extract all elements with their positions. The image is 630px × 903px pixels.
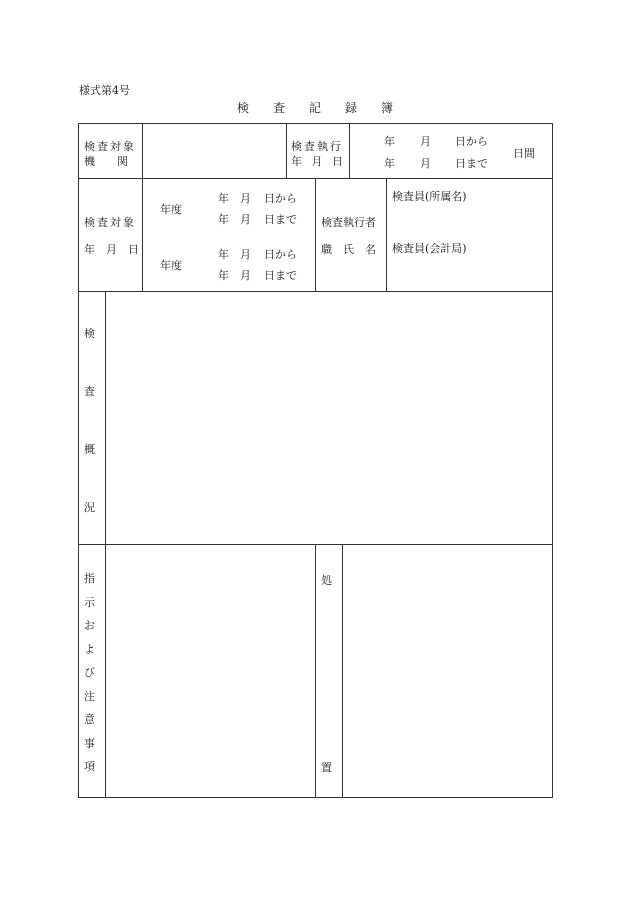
target-agency-label-bottom: 機 関 (84, 155, 128, 168)
disposition-label-char-2: 置 (321, 761, 332, 774)
target-date-label-top: 検査対象 (84, 216, 136, 229)
target-agency-field[interactable] (143, 124, 286, 178)
row2-divider-c (386, 178, 387, 292)
instructions-label-char-6: 注 (84, 690, 95, 703)
exec-date-label-top: 検査執行 (291, 140, 343, 153)
period-2-from-day: 日から (264, 248, 297, 261)
form-number: 様式第4号 (79, 84, 130, 97)
days-label: 日間 (513, 147, 535, 160)
period-1-fiscal: 年度 (160, 203, 182, 216)
instructions-label-char-7: 意 (84, 713, 95, 726)
period-2-to-month: 月 (240, 269, 251, 282)
overview-label-char-3: 概 (84, 443, 95, 456)
period-1-from-month: 月 (240, 192, 251, 205)
instructions-label-char-1: 指 (84, 572, 95, 585)
instructions-label-char-4: よ (84, 643, 95, 656)
instructions-field[interactable] (106, 545, 315, 797)
period-2-from-year: 年 (218, 248, 229, 261)
exec-from-day: 日から (455, 135, 488, 148)
period-1-to-day: 日まで (264, 213, 297, 226)
border-left (78, 123, 79, 798)
row1-divider-c (349, 123, 350, 179)
period-1-to-year: 年 (218, 213, 229, 226)
period-1-to-month: 月 (240, 213, 251, 226)
exec-from-year: 年 (384, 135, 395, 148)
target-date-label-bottom: 年 月 日 (84, 243, 139, 256)
disposition-label-char-1: 処 (321, 574, 332, 587)
row2-divider-a (142, 178, 143, 292)
inspector-office-field[interactable]: 検査員(所属名) (392, 190, 467, 203)
instructions-label-char-5: び (84, 666, 95, 679)
period-2-to-year: 年 (218, 269, 229, 282)
overview-label-char-1: 検 (84, 327, 95, 340)
instructions-label-char-2: 示 (84, 596, 95, 609)
exec-to-month: 月 (420, 157, 431, 170)
executor-label-bottom: 職 氏 名 (321, 243, 376, 256)
exec-to-year: 年 (384, 157, 395, 170)
overview-label-char-2: 査 (84, 385, 95, 398)
inspector-accounting-field[interactable]: 検査員(会計局) (392, 242, 467, 255)
period-1-from-day: 日から (264, 192, 297, 205)
disposition-field[interactable] (343, 545, 552, 797)
row1-divider-b (286, 123, 287, 179)
instructions-label-char-3: お (84, 619, 95, 632)
period-1-from-year: 年 (218, 192, 229, 205)
period-2-to-day: 日まで (264, 269, 297, 282)
target-agency-label-top: 検査対象 (84, 140, 136, 153)
row2-divider-b (315, 178, 316, 292)
form-title: 検 査 記 録 簿 (237, 101, 394, 115)
exec-date-label-bottom: 年 月 日 (291, 155, 346, 168)
overview-field[interactable] (106, 292, 552, 544)
executor-label-top: 検査執行者 (321, 216, 376, 229)
period-2-from-month: 月 (240, 248, 251, 261)
disposition-left-divider (315, 544, 316, 798)
exec-from-month: 月 (420, 135, 431, 148)
instructions-label-char-8: 事 (84, 737, 95, 750)
instructions-label-char-9: 項 (84, 760, 95, 773)
exec-to-day: 日まで (455, 157, 488, 170)
period-2-fiscal: 年度 (160, 259, 182, 272)
overview-label-char-4: 況 (84, 501, 95, 514)
border-right (552, 123, 553, 798)
